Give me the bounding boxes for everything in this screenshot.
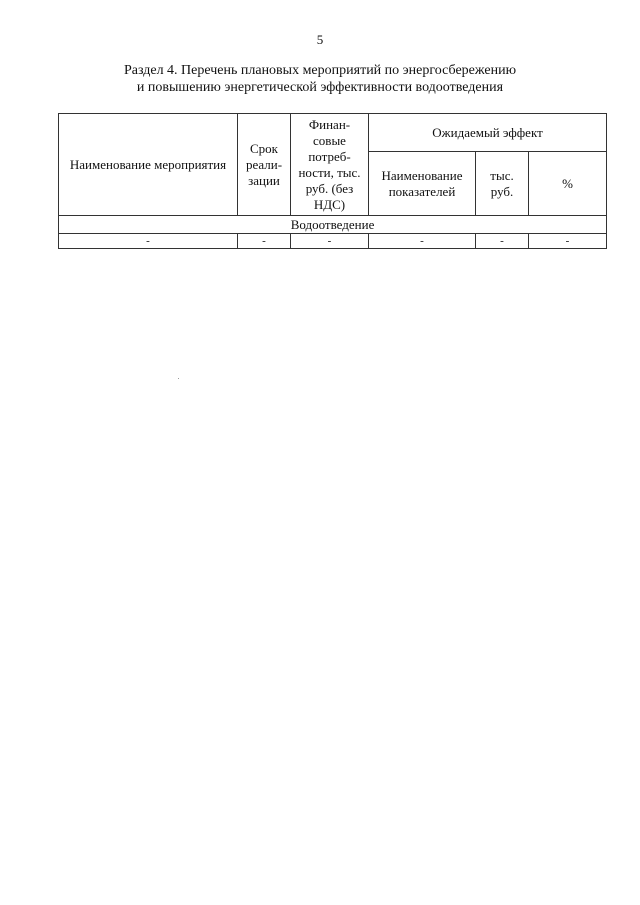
section-title-line-2: и повышению энергетической эффективности водоотведения — [136, 80, 504, 95]
header-measure-name: Наименование мероприятия — [59, 114, 238, 216]
table-cell: - — [369, 234, 476, 249]
section-title — [60, 62, 580, 96]
section-title-line-1: Раздел 4. Перечень плановых мероприятий по энергосбережению — [123, 63, 517, 78]
header-expected-effect: Ожидаемый эффект — [369, 114, 607, 152]
table-cell: - — [291, 234, 369, 249]
header-term: Срок реали-зации — [238, 114, 291, 216]
table-row — [59, 234, 607, 249]
table-cell: - — [529, 234, 607, 249]
section-row-wastewater: Водоотведение — [59, 216, 607, 234]
table-cell: - — [238, 234, 291, 249]
header-thousand-rub: тыс. руб. — [476, 152, 529, 216]
header-finance: Финан-совые потреб-ности, тыс. руб. (без НДС) — [291, 114, 369, 216]
table-cell: - — [476, 234, 529, 249]
table-cell: - — [59, 234, 238, 249]
page-number: 5 — [316, 32, 324, 47]
scan-speck — [178, 378, 179, 379]
header-indicators: Наименование показателей — [369, 152, 476, 216]
header-percent: % — [529, 152, 607, 216]
measures-table — [58, 113, 607, 249]
